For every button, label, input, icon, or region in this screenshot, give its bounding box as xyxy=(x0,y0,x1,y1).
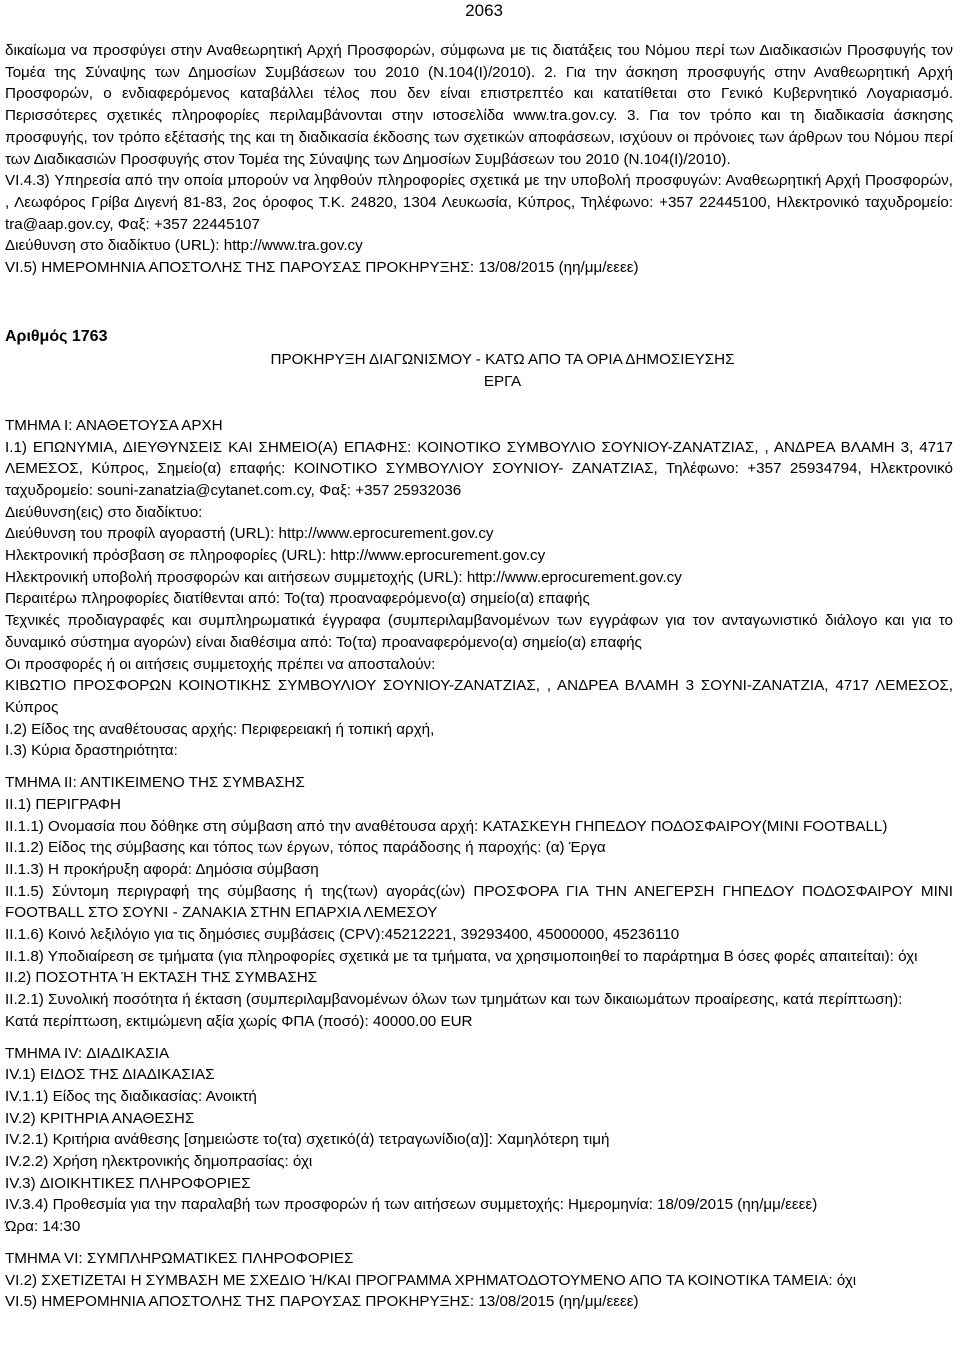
page-number: 2063 xyxy=(465,1,503,20)
section-6-heading: ΤΜΗΜΑ VI: ΣΥΜΠΛΗΡΩΜΑΤΙΚΕΣ ΠΛΗΡΟΦΟΡΙΕΣ xyxy=(5,1249,354,1267)
section-1-heading: ΤΜΗΜΑ Ι: ΑΝΑΘΕΤΟΥΣΑ ΑΡΧΗ xyxy=(5,416,223,434)
further-info: Περαιτέρω πληροφορίες διατίθενται από: Το(τα) προαναφερόμενο(α) σημείο(α) επαφής xyxy=(5,590,590,608)
tender-box-address: ΚΙΒΩΤΙΟ ΠΡΟΣΦΟΡΩΝ ΚΟΙΝΟΤΙΚΗΣ ΣΥΜΒΟΥΛΙΟΥ ΣΟΥΝΙΟΥ-ΖΑΝΑΤΖΙΑΣ, , ΑΝΔΡΕΑ ΒΛΑΜΗ 3 ΣΟΥΝΙ-ΖΑΝΑΤΖΙΑ, 4717 ΛΕΜΕΣΟΣ, Κύπρος xyxy=(5,677,953,716)
spacer xyxy=(5,1238,953,1248)
cpv-codes: ΙΙ.1.6) Κοινό λεξιλόγιο για τις δημόσιες συμβάσεις (CPV):45212221, 39293400, 45000000, 45236110 xyxy=(5,926,680,944)
prev-dispatch-date: VI.5) ΗΜΕΡΟΜΗΝΙΑ ΑΠΟΣΤΟΛΗΣ ΤΗΣ ΠΑΡΟΥΣΑΣ ΠΡΟΚΗΡΥΞΗΣ: 13/08/2015 (ηη/μμ/εεεε) xyxy=(5,259,639,277)
specifications-availability: Τεχνικές προδιαγραφές και συμπληρωματικά έγγραφα (συμπεριλαμβανομένων των εγγράφων για τον ανταγωνιστικό διάλογο και για το δυναμικό σύστημα αγορών) είναι διαθέσιμα από: Το(τα) προαναφερόμενο(α) σημείο(α) επαφής xyxy=(5,612,953,651)
main-activity: Ι.3) Κύρια δραστηριότητα: xyxy=(5,742,178,760)
division-into-lots: ΙΙ.1.8) Υποδιαίρεση σε τμήματα (για πληροφορίες σχετικά με τα τμήματα, να χρησιμοποιηθεί το παράρτημα Β όσες φορές απαιτείται): όχι xyxy=(5,947,918,965)
administrative-info-heading: IV.3) ΔΙΟΙΚΗΤΙΚΕΣ ΠΛΗΡΟΦΟΡΙΕΣ xyxy=(5,1174,251,1192)
short-description: ΙΙ.1.5) Σύντομη περιγραφή της σύμβασης ή της(των) αγοράς(ών) ΠΡΟΣΦΟΡΑ ΓΙΑ ΤΗΝ ΑΝΕΓΕΡΣΗ ΓΗΠΕΔΟΥ ΠΟΔΟΣΦΑΙΡΟΥ MINI FOOTBALL ΣΤΟ ΣΟΥΝΙ - ΖΑΝΑΚΙΑ ΣΤΗΝ ΕΠΑΡΧΙΑ ΛΕΜΕΣΟΥ xyxy=(5,882,953,922)
eu-funds: VI.2) ΣΧΕΤΙΖΕΤΑΙ Η ΣΥΜΒΑΣΗ ΜΕ ΣΧΕΔΙΟ Ή/ΚΑΙ ΠΡΟΓΡΑΜΜΑ ΧΡΗΜΑΤΟΔΟΤΟΥΜΕΝΟ ΑΠΟ ΤΑ ΚΟΙΝΟΤΙΚΑ ΤΑΜΕΙΑ: όχι xyxy=(5,1271,857,1289)
award-criteria: IV.2.1) Κριτήρια ανάθεσης [σημειώστε το(τα) σχετικό(ά) τετραγωνίδιο(α)]: Χαμηλότερη τιμή xyxy=(5,1131,610,1149)
buyer-profile-url: Διεύθυνση του προφίλ αγοραστή (URL): http://www.eprocurement.gov.cy xyxy=(5,525,494,543)
electronic-access-url: Ηλεκτρονική πρόσβαση σε πληροφορίες (URL): http://www.eprocurement.gov.cy xyxy=(5,547,546,565)
deadline: IV.3.4) Προθεσμία για την παραλαβή των προσφορών ή των αιτήσεων συμμετοχής: Ημερομηνία: 18/09/2015 (ηη/μμ/εεεε) xyxy=(5,1196,818,1214)
notice-title-line2: ΕΡΓΑ xyxy=(483,373,522,391)
total-quantity: ΙΙ.2.1) Συνολική ποσότητα ή έκταση (συμπεριλαμβανομένων όλων των τμημάτων και των δικαιωμάτων προαίρεσης, κατά περίπτωση): xyxy=(5,991,903,1009)
appeal-info-service: VI.4.3) Υπηρεσία από την οποία μπορούν να ληφθούν πληροφορίες σχετικά με την υποβολή προσφυγών: Αναθεωρητική Αρχή Προσφορών, , Λεωφόρος Γρίβα Διγενή 81-83, 2ος όροφος Τ.Κ. 24820, 1304 Λευκωσία, Κύπρος, Τηλέφωνο: +357 22445100, Ηλεκτρονικό ταχυδρομείο: tra@aap.gov.cy, Φαξ: +357 22445107 xyxy=(5,172,953,233)
spacer xyxy=(5,393,953,415)
send-to-label: Οι προσφορές ή οι αιτήσεις συμμετοχής πρέπει να αποσταλούν: xyxy=(5,655,436,673)
contract-title: ΙΙ.1.1) Ονομασία που δόθηκε στη σύμβαση από την αναθέτουσα αρχή: ΚΑΤΑΣΚΕΥΗ ΓΗΠΕΔΟΥ ΠΟΔΟΣΦΑΙΡΟΥ(MINI FOOTBALL) xyxy=(5,817,888,835)
procedure-type-heading: IV.1) ΕΙΔΟΣ ΤΗΣ ΔΙΑΔΙΚΑΣΙΑΣ xyxy=(5,1066,215,1084)
internet-addresses-label: Διεύθυνση(εις) στο διαδίκτυο: xyxy=(5,503,203,521)
section-4-heading: ΤΜΗΜΑ IV: ΔΙΑΔΙΚΑΣΙΑ xyxy=(5,1044,170,1062)
spacer xyxy=(5,1033,953,1043)
electronic-auction: IV.2.2) Χρήση ηλεκτρονικής δημοπρασίας: όχι xyxy=(5,1153,313,1171)
contact-points: Ι.1) ΕΠΩΝΥΜΙΑ, ΔΙΕΥΘΥΝΣΕΙΣ ΚΑΙ ΣΗΜΕΙΟ(Α) ΕΠΑΦΗΣ: ΚΟΙΝΟΤΙΚΟ ΣΥΜΒΟΥΛΙΟ ΣΟΥΝΙΟΥ-ΖΑΝΑΤΖΙΑΣ, , ΑΝΔΡΕΑ ΒΛΑΜΗ 3, 4717 ΛΕΜΕΣΟΣ, Κύπρος, Σημείο(α) επαφής: ΚΟΙΝΟΤΙΚΟ ΣΥΜΒΟΥΛΙΟΥ ΣΟΥΝΙΟΥ- ΖΑΝΑΤΖΙΑΣ, Τηλέφωνο: +357 25934794, Ηλεκτρονικό ταχυδρομείο: souni-zanatzia@cytanet.com.cy, Φαξ: +357 25932036 xyxy=(5,438,953,499)
notice-title-line1: ΠΡΟΚΗΡΥΞΗ ΔΙΑΓΩΝΙΣΜΟΥ - ΚΑΤΩ ΑΠΟ ΤΑ ΟΡΙΑ ΔΗΜΟΣΙΕΥΣΗΣ xyxy=(270,351,735,369)
notice-involves: ΙΙ.1.3) Η προκήρυξη αφορά: Δημόσια σύμβαση xyxy=(5,860,319,878)
spacer xyxy=(5,279,953,326)
authority-type: Ι.2) Είδος της αναθέτουσας αρχής: Περιφερειακή ή τοπική αρχή, xyxy=(5,720,435,738)
deadline-time: Ώρα: 14:30 xyxy=(5,1218,81,1236)
notice-number: Αριθμός 1763 xyxy=(5,327,108,345)
appeal-info-url: Διεύθυνση στο διαδίκτυο (URL): http://www.tra.gov.cy xyxy=(5,237,363,255)
gazette-body xyxy=(5,40,953,1313)
appeal-rights-paragraph: δικαίωμα να προσφύγει στην Αναθεωρητική Αρχή Προσφορών, σύμφωνα με τις διατάξεις του Νόμου περί των Διαδικασιών Προσφυγής τον Τομέα της Σύναψης των Δημοσίων Συμβάσεων του 2010 (Ν.104(Ι)/2010). 2. Για την άσκηση προσφυγής στην Αναθεωρητική Αρχή Προσφορών, ο ενδιαφερόμενος καταβάλλει τέλος που δεν είναι επιστρεπτέο και κατατίθεται στο Γενικό Κυβερνητικό Λογαριασμό. Περισσότερες σχετικές πληροφορίες περιλαμβάνονται στην ιστοσελίδα www.tra.gov.cy. 3. Για τον τρόπο και τη διαδικασία άσκησης προσφυγής, τον τρόπο εξέτασής της και τη διαδικασία έκδοσης των σχετικών αποφάσεων, ισχύουν οι πρόνοιες των άρθρων του Νόμου περί των Διαδικασιών Προσφυγής στον Τομέα της Σύναψης των Δημοσίων Συμβάσεων του 2010 (Ν.104(Ι)/2010). xyxy=(5,42,953,168)
description-heading: ΙΙ.1) ΠΕΡΙΓΡΑΦΗ xyxy=(5,795,121,813)
award-criteria-heading: IV.2) ΚΡΙΤΗΡΙΑ ΑΝΑΘΕΣΗΣ xyxy=(5,1109,195,1127)
procedure-type: IV.1.1) Είδος της διαδικασίας: Ανοικτή xyxy=(5,1087,257,1105)
quantity-heading: ΙΙ.2) ΠΟΣΟΤΗΤΑ Ή ΕΚΤΑΣΗ ΤΗΣ ΣΥΜΒΑΣΗΣ xyxy=(5,969,318,987)
electronic-submission-url: Ηλεκτρονική υποβολή προσφορών και αιτήσεων συμμετοχής (URL): http://www.eprocurement.gov.cy xyxy=(5,568,682,586)
estimated-value: Κατά περίπτωση, εκτιμώμενη αξία χωρίς ΦΠΑ (ποσό): 40000.00 EUR xyxy=(5,1012,473,1030)
dispatch-date: VI.5) ΗΜΕΡΟΜΗΝΙΑ ΑΠΟΣΤΟΛΗΣ ΤΗΣ ΠΑΡΟΥΣΑΣ ΠΡΟΚΗΡΥΞΗΣ: 13/08/2015 (ηη/μμ/εεεε) xyxy=(5,1293,639,1311)
contract-type: ΙΙ.1.2) Είδος της σύμβασης και τόπος των έργων, τόπος παράδοσης ή παροχής: (α) Έργα xyxy=(5,839,606,857)
section-2-heading: ΤΜΗΜΑ ΙΙ: ΑΝΤΙΚΕΙΜΕΝΟ ΤΗΣ ΣΥΜΒΑΣΗΣ xyxy=(5,774,305,792)
notice-title xyxy=(5,349,953,392)
spacer xyxy=(5,762,953,772)
